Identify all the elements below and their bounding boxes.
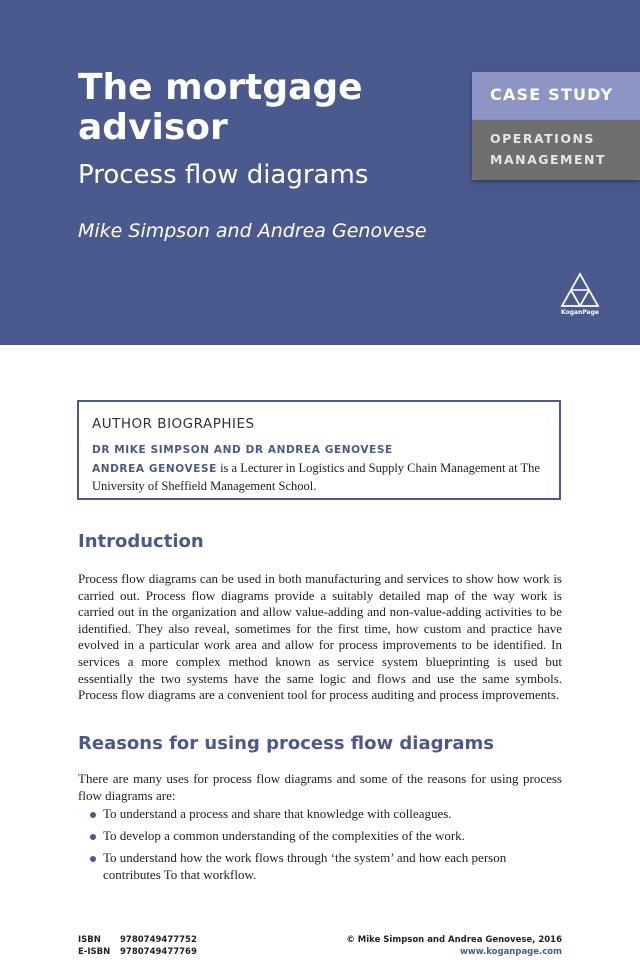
bio-heading: AUTHOR BIOGRAPHIES: [92, 416, 255, 432]
bio-text: [92, 460, 552, 495]
list-item-text: To understand how the work flows through ‘the system’ and how each person contributes To that workflow.: [103, 850, 507, 882]
eisbn-value: 9780749477769: [120, 947, 197, 957]
isbn-block: [78, 934, 197, 958]
isbn-label: ISBN: [78, 935, 101, 945]
category-line-1: OPERATIONS: [490, 131, 595, 146]
author-line: Mike Simpson and Andrea Genovese: [78, 220, 427, 242]
author-biographies-box: [77, 400, 561, 500]
publisher-url-link[interactable]: www.koganpage.com: [459, 947, 562, 957]
case-study-label: CASE STUDY: [490, 85, 614, 104]
category-tag: [472, 120, 640, 180]
list-item-text: To understand a process and share that knowledge with colleagues.: [103, 806, 452, 821]
list-item: [78, 828, 562, 845]
eisbn-label: E-ISBN: [78, 947, 111, 957]
bio-names: DR MIKE SIMPSON AND DR ANDREA GENOVESE: [92, 444, 393, 456]
category-line-2: MANAGEMENT: [490, 152, 607, 167]
case-study-tag: [472, 72, 640, 120]
reasons-intro: There are many uses for process flow diagrams and some of the reasons for using process flow diagrams are:: [78, 771, 562, 803]
introduction-body: Process flow diagrams can be used in both manufacturing and services to show how work is carried out. Process flow diagrams provide a suitably detailed map of the way work is carried out in the organization and allow value-adding and non-value-adding activities to be identified. They also reveal, sometimes for the first time, how custom and practice have evolved in a particular work area and allow for process improvements to be identified. In services a more complex method known as service system blueprinting is used but essentially the two systems have the same logic and flows and use the same symbols. Process flow diagrams are a convenient tool for process auditing and process improvements.: [78, 571, 562, 703]
copyright-text: © Mike Simpson and Andrea Genovese, 2016: [346, 935, 562, 945]
publisher-logo-text: KoganPage: [561, 309, 599, 316]
list-item: [78, 806, 562, 823]
list-item-text: To develop a common understanding of the complexities of the work.: [103, 828, 465, 844]
bullet-icon: [90, 856, 96, 862]
bio-description: is a Lecturer in Logistics and Supply Chain Management at The University of Sheffield Management School.: [92, 461, 540, 493]
bio-lead-name: ANDREA GENOVESE: [92, 463, 217, 475]
reasons-heading: Reasons for using process flow diagrams: [78, 733, 494, 754]
document-subtitle: Process flow diagrams: [78, 160, 369, 190]
list-item: [78, 850, 562, 883]
cover-banner: [0, 0, 640, 345]
bullet-icon: [90, 812, 96, 818]
introduction-heading: Introduction: [78, 531, 204, 552]
reasons-list: [78, 806, 562, 889]
document-title: The mortgage advisor: [78, 67, 363, 148]
bullet-icon: [90, 834, 96, 840]
isbn-value: 9780749477752: [120, 935, 197, 945]
footer-credits: [346, 934, 562, 958]
